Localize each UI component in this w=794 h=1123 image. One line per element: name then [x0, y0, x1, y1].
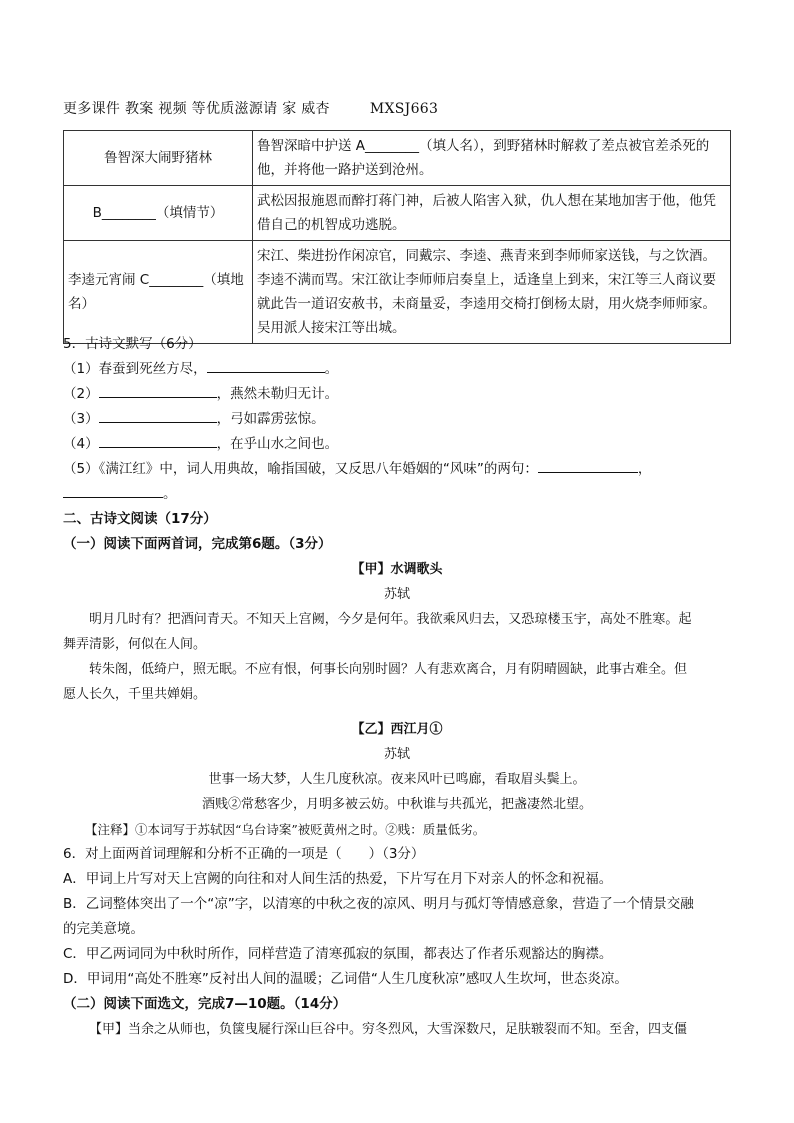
q5-text-2: ，燕然未勒归无计。	[216, 386, 339, 402]
q5-line-1: （1）春蚕到死丝方尽， 。	[63, 357, 731, 382]
poem2-note: 【注释】①本词写于苏轼因“乌台诗案”被贬黄州之时。②贱：质量低劣。	[85, 822, 486, 837]
answer-blank[interactable]	[99, 433, 217, 448]
q5-title: 5．古诗文默写（6分）	[63, 336, 202, 352]
poem2-title: 【乙】西江月①	[351, 722, 443, 737]
poem1-title: 【甲】水调歌头	[351, 562, 443, 577]
answer-blank[interactable]	[99, 408, 217, 423]
part2-sub1: （一）阅读下面两首词，完成第6题。（3分）	[63, 536, 332, 552]
q6-option-b-line2: 的完美意境。	[63, 921, 144, 937]
q5-num-2: （2）	[63, 386, 99, 402]
part2-sub2: （二）阅读下面选文，完成7—10题。（14分）	[63, 996, 347, 1012]
table-row	[64, 186, 731, 241]
table-row	[64, 241, 731, 344]
table-cell-right: 宋江、柴进扮作闲凉官，同戴宗、李逵、燕青来到李师师家送钱，与之饮酒。李逵不满而骂。宋江欲让李师师启奏皇上，适逢皇上到来，宋江等三人商议要就此告一道诏安赦书，未商量妥，李逵用交椅打倒杨太尉，用火烧李师师家。吴用派人接宋江等出城。	[253, 241, 731, 344]
question-5	[63, 332, 731, 507]
q6-option-a[interactable]: A．甲词上片写对天上宫阙的向往和对人间生活的热爱，下片写在月下对亲人的怀念和祝福。	[63, 871, 613, 887]
novel-table	[63, 130, 731, 344]
q6-option-d[interactable]: D．甲词用“高处不胜寒”反衬出人间的温暖；乙词借“人生几度秋凉”感叹人生坎坷，世态炎凉。	[63, 971, 628, 987]
poem2-line2: 酒贱②常愁客少，月明多被云妨。中秋谁与共孤光，把盏凄然北望。	[201, 797, 592, 812]
poem1-para1a: 明月几时有？把酒问青天。不知天上宫阙，今夕是何年。我欲乘风归去，又恐琼楼玉宇，高处不胜寒。起	[89, 612, 692, 627]
table-cell-right: 武松因报施恩而醉打蒋门神，后被人陷害入狱，仇人想在某地加害于他，他凭借自己的机智成功逃脱。	[253, 186, 731, 241]
q5-period: 。	[163, 486, 177, 502]
poem2-author: 苏轼	[383, 747, 410, 762]
q5-line-5	[63, 457, 731, 482]
poem1-author: 苏轼	[383, 587, 410, 602]
poem1-para1b: 舞弄清影，何似在人间。	[63, 637, 207, 652]
header-text: 更多课件 教案 视频 等优质滋源请 家 威杏	[63, 101, 330, 117]
q5-line-2	[63, 382, 731, 407]
table-cell-left: 鲁智深大闹野猪林	[64, 131, 253, 186]
poem1-para2a: 转朱阁，低绮户，照无眠。不应有恨，何事长向别时圆？人有悲欢离合，月有阴晴圆缺，此事古难全。但	[89, 662, 688, 677]
header-code: MXSJ663	[369, 101, 439, 117]
page-header	[63, 98, 438, 118]
table-cell-right: 鲁智深暗中护送 A________（填人名），到野猪林时解救了差点被官差杀死的他，并将他一路护送到沧州。	[253, 131, 731, 186]
table-cell-left: B________（填情节）	[64, 186, 253, 241]
answer-blank[interactable]	[207, 358, 325, 373]
poem1-para2b: 愿人长久，千里共婵娟。	[63, 687, 207, 702]
q5-num-3: （3）	[63, 411, 99, 427]
q5-text-3: ，弓如霹雳弦惊。	[216, 411, 325, 427]
prose-text: 【甲】当余之从师也，负箧曳屣行深山巨谷中。穷冬烈风，大雪深数尺，足肤皲裂而不知。至舍，四支僵	[89, 1022, 688, 1037]
q6-option-c[interactable]: C．甲乙两词同为中秋时所作，同样营造了清寒孤寂的氛围，都表达了作者乐观豁达的胸襟。	[63, 946, 613, 962]
table-cell-left: 李逵元宵闹 C________（填地名）	[64, 241, 253, 344]
poem2-line1: 世事一场大梦，人生几度秋凉。夜来风叶已鸣廊，看取眉头鬓上。	[208, 772, 586, 787]
answer-blank[interactable]	[63, 483, 163, 498]
q5-num-4: （4）	[63, 436, 99, 452]
q6-stem: 6．对上面两首词理解和分析不正确的一项是（ ）（3分）	[63, 846, 425, 862]
q5-text-5: （5）《满江红》中，词人用典故，喻指国破，又反思八年婚姻的“风味”的两句：	[63, 461, 538, 477]
q6-option-b-line1[interactable]: B．乙词整体突出了一个“凉”字，以清寒的中秋之夜的凉风、明月与孤灯等情感意象，营造了一个情景交融	[63, 896, 694, 912]
part-2	[63, 507, 731, 1042]
q5-text-1: （1）春蚕到死丝方尽，	[63, 361, 207, 377]
q5-line-6	[63, 482, 731, 507]
answer-blank[interactable]	[538, 458, 638, 473]
part2-title: 二、古诗文阅读（17分）	[63, 511, 217, 527]
q5-comma: ，	[637, 461, 652, 477]
q5-line-4	[63, 432, 731, 457]
answer-blank[interactable]	[99, 383, 217, 398]
q5-text-4: ，在乎山水之间也。	[216, 436, 339, 452]
q5-line-3	[63, 407, 731, 432]
table-row	[64, 131, 731, 186]
